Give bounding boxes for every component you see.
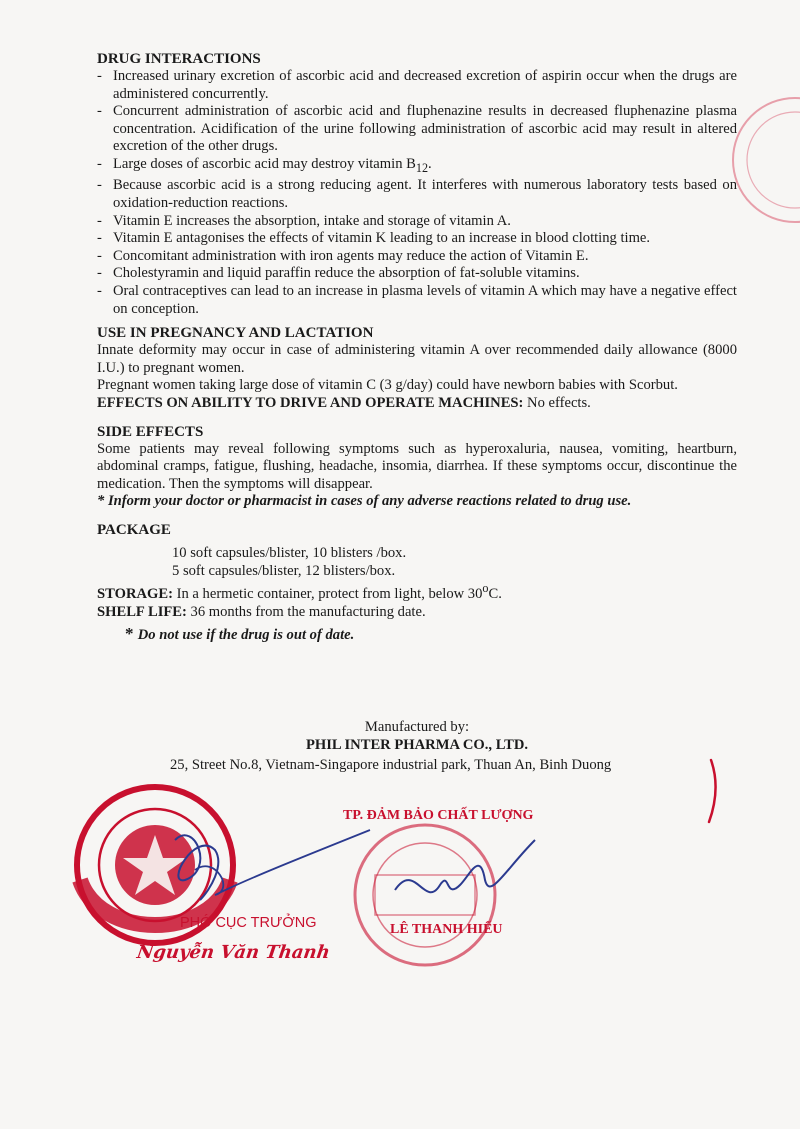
manufactured-by-label: Manufactured by: — [364, 719, 470, 735]
red-pen-mark — [703, 757, 723, 827]
list-item: - Oral contraceptives can lead to an increase in plasma levels of vitamin A which may have a negative effect on conception. — [97, 283, 737, 318]
shelf-life-label: SHELF LIFE: — [97, 603, 187, 620]
heading-drug-interactions: DRUG INTERACTIONS — [97, 51, 261, 67]
list-item: - Concurrent administration of ascorbic acid and fluphenazine results in decreased fluphenazine plasma concentration. Acidification of the urine following administration of ascorbic acid may result in altered excretion of the other drugs. — [97, 103, 737, 156]
signature-left — [155, 810, 375, 920]
storage-text: In a hermetic container, protect from light, below 30 — [172, 586, 483, 603]
note-star: * — [125, 624, 138, 644]
shelf-life-text: 36 months from the manufacturing date. — [186, 603, 426, 620]
driving-text: No effects. — [523, 395, 591, 411]
signature-right — [385, 830, 545, 930]
storage-label: STORAGE: — [97, 586, 173, 603]
degree-sign: o — [482, 581, 489, 596]
manufacturer-address: 25, Street No.8, Vietnam-Singapore industrial park, Thuan An, Binh Duong — [170, 757, 612, 773]
left-signer-title: PHÓ CỤC TRƯỞNG — [180, 915, 317, 931]
manufacturer-block — [97, 718, 737, 754]
right-signer-name: LÊ THANH HIẾU — [390, 922, 503, 937]
heading-package: PACKAGE — [97, 521, 171, 538]
list-item: - Because ascorbic acid is a strong reducing agent. It interferes with numerous laboratory tests based on oxidation-reduction reactions. — [97, 177, 737, 212]
list-item: - Cholestyramin and liquid paraffin reduce the absorption of fat-soluble vitamins. — [97, 265, 737, 283]
pregnancy-para-2: Pregnant women taking large dose of vitamin C (3 g/day) could have newborn babies with Scorbut. — [97, 377, 678, 394]
storage-section — [97, 580, 737, 603]
heading-driving: EFFECTS ON ABILITY TO DRIVE AND OPERATE MACHINES: — [97, 395, 524, 411]
drug-interactions-list — [97, 68, 737, 318]
package-line: 10 soft capsules/blister, 10 blisters /box. — [172, 544, 407, 561]
manufacturer-name: PHIL INTER PHARMA CO., LTD. — [305, 737, 529, 753]
list-item: - Vitamin E antagonises the effects of vitamin K leading to an increase in blood clotting time. — [97, 230, 737, 248]
side-effects-note: * Inform your doctor or pharmacist in cases of any adverse reactions related to drug use. — [97, 493, 632, 510]
shelf-life-note-text: Do not use if the drug is out of date. — [137, 627, 355, 644]
b12-text: Large doses of ascorbic acid may destroy vitamin B — [113, 155, 416, 172]
package-line: 5 soft capsules/blister, 12 blisters/box. — [172, 562, 396, 579]
heading-side-effects: SIDE EFFECTS — [97, 423, 204, 440]
b12-subscript: 12 — [415, 160, 429, 175]
main-content — [97, 50, 737, 645]
list-item: - Increased urinary excretion of ascorbic acid and decreased excretion of aspirin occur when the drugs are administered concurrently. — [97, 68, 737, 103]
side-effects-text: Some patients may reveal following symptoms such as hyperoxaluria, nausea, vomiting, heartburn, abdominal cramps, fatigue, flushing, headache, insomia, diarrhea. If these symptoms occur, discontinue the medication. Then the symptoms will disappear. — [97, 440, 737, 492]
storage-text-after: C. — [488, 586, 502, 603]
list-item: - Vitamin E increases the absorption, intake and storage of vitamin A. — [97, 213, 737, 231]
list-item: - Concomitant administration with iron agents may reduce the action of Vitamin E. — [97, 248, 737, 266]
list-item — [97, 156, 737, 178]
shelf-life-section — [97, 604, 737, 622]
b12-suffix: . — [428, 155, 432, 172]
shelf-life-note — [97, 625, 737, 645]
right-signer-title: TP. ĐẢM BẢO CHẤT LƯỢNG — [343, 808, 534, 823]
heading-pregnancy: USE IN PREGNANCY AND LACTATION — [97, 325, 374, 342]
driving-section — [97, 395, 737, 413]
pregnancy-para-1: Innate deformity may occur in case of administering vitamin A over recommended daily allowance (8000 I.U.) to pregnant women. — [97, 342, 737, 376]
left-signer-name: Nguyễn Văn Thanh — [135, 942, 332, 963]
